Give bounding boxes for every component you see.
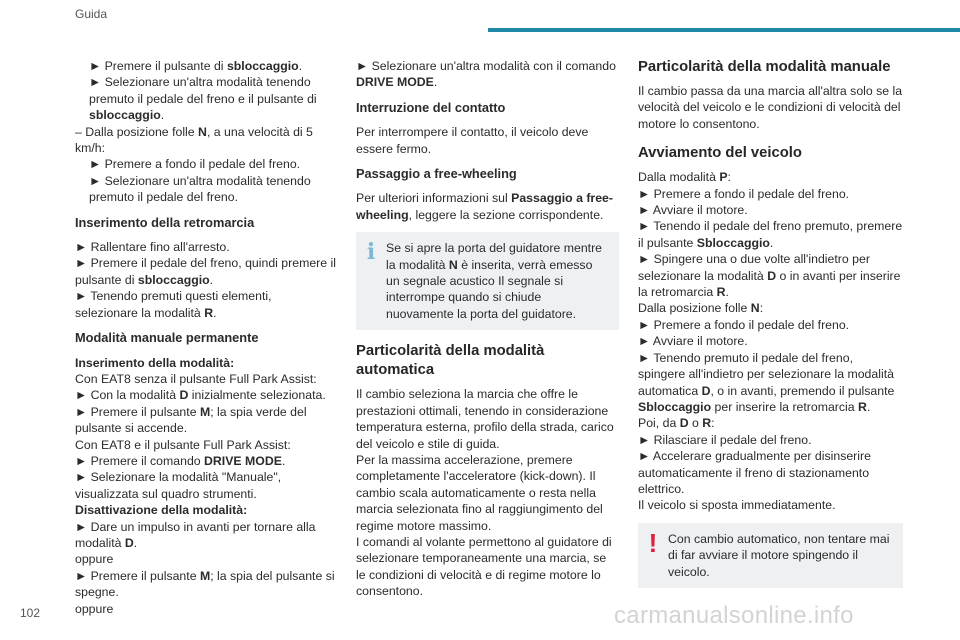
step-select-brake: ► Selezionare un'altra modalità tenendo premuto il pedale del freno. xyxy=(89,173,311,205)
running-header: Guida xyxy=(75,7,108,21)
manual-line-4: Con EAT8 e il pulsante Full Park Assist: xyxy=(75,437,291,452)
free-wheeling-text: Per ulteriori informazioni sul Passaggio a free-wheeling, leggere la sezione corrispondente. xyxy=(356,191,613,222)
heading-manual-mode: Modalità manuale permanente xyxy=(75,330,259,346)
watermark: carmanualsonline.info xyxy=(614,602,854,629)
start-line-11: ► Rilasciare il pedale del freno. xyxy=(638,432,812,447)
manual-line-7: ► Dare un impulso in avanti per tornare alla modalità D. xyxy=(75,519,316,550)
info-note-text: Se si apre la porta del guidatore mentre la modalità N è inserita, verrà emesso un segnale acustico Il segnale si interrompe quando si chiude nuovamente la porta del guidatore. xyxy=(386,241,603,321)
subheading-disable: Disattivazione della modalità: xyxy=(75,503,248,518)
manual-line-8: oppure xyxy=(75,552,114,567)
start-line-10: Poi, da D o R: xyxy=(638,416,715,431)
auto-text-2: Per la massima accelerazione, premere completamente l'acceleratore (kick-down). Il cambio scala automaticamente o resta nella marcia selezionata fino al raggiungimento del regime motore massimo. xyxy=(356,452,603,533)
warning-icon: ! xyxy=(648,527,658,558)
column-1 xyxy=(75,58,337,617)
start-line-3: ► Avviare il motore. xyxy=(638,203,748,218)
heading-free-wheeling: Passaggio a free-wheeling xyxy=(356,166,517,182)
auto-text-1: Il cambio seleziona la marcia che offre le prestazioni ottimali, tenendo in considerazione temperatura esterna, profilo della strada, carico del veicolo e stile di guida. xyxy=(356,387,614,451)
heading-ignition-off: Interruzione del contatto xyxy=(356,99,506,115)
reverse-step-1: ► Rallentare fino all'arresto. xyxy=(75,240,230,255)
manual-line-1: Con EAT8 senza il pulsante Full Park Assist: xyxy=(75,371,317,386)
manual-line-2: ► Con la modalità D inizialmente selezionata. xyxy=(75,388,326,403)
reverse-step-3: ► Tenendo premuti questi elementi, selezionare la modalità R. xyxy=(75,289,272,320)
start-line-2: ► Premere a fondo il pedale del freno. xyxy=(638,186,850,201)
drive-mode-step: ► Selezionare un'altra modalità con il comando DRIVE MODE. xyxy=(356,59,616,90)
heading-reverse: Inserimento della retromarcia xyxy=(75,214,255,230)
column-3 xyxy=(638,58,903,594)
column-2 xyxy=(356,58,619,600)
manual-line-5: ► Premere il comando DRIVE MODE. xyxy=(75,453,286,468)
manual-line-3: ► Premere il pulsante M; la spia verde del pulsante si accende. xyxy=(75,404,307,436)
heading-vehicle-start: Avviamento del veicolo xyxy=(638,145,802,162)
start-line-1: Dalla modalità P: xyxy=(638,170,731,185)
start-line-13: Il veicolo si sposta immediatamente. xyxy=(638,498,836,513)
step-select-other: ► Selezionare un'altra modalità tenendo premuto il pedale del freno e il pulsante di sbloccaggio. xyxy=(89,75,317,123)
step-unlock: ► Premere il pulsante di sbloccaggio. xyxy=(89,59,303,73)
heading-manual-particularities: Particolarità della modalità manuale xyxy=(638,59,891,75)
manual-line-10: oppure xyxy=(75,601,114,616)
page-number: 102 xyxy=(20,606,41,620)
reverse-step-2: ► Premere il pedale del freno, quindi premere il pulsante di sbloccaggio. xyxy=(75,256,336,287)
header-accent-bar xyxy=(488,28,960,32)
start-line-8: ► Avviare il motore. xyxy=(638,334,748,349)
info-icon: i xyxy=(366,239,376,266)
start-line-7: ► Premere a fondo il pedale del freno. xyxy=(638,317,850,332)
start-line-9: ► Tenendo premuto il pedale del freno, spingere all'indietro per selezionare la modalità automatica D, o in avanti, premendo il pulsante Sbloccaggio per inserire la retromarcia R. xyxy=(638,350,895,414)
warning-note-text: Con cambio automatico, non tentare mai di far avviare il motore spingendo il veicolo. xyxy=(668,531,890,579)
step-neutral: – Dalla posizione folle N, a una velocità di 5 km/h: xyxy=(75,124,313,156)
start-line-4: ► Tenendo il pedale del freno premuto, premere il pulsante Sbloccaggio. xyxy=(638,219,903,250)
start-line-6: Dalla posizione folle N: xyxy=(638,301,764,316)
heading-auto-mode: Particolarità della modalità automatica xyxy=(356,343,545,379)
step-brake: ► Premere a fondo il pedale del freno. xyxy=(89,157,301,172)
info-note xyxy=(356,232,619,330)
manual-particularities-text: Il cambio passa da una marcia all'altra solo se la velocità del veicolo e le condizioni di velocità del motore lo consentono. xyxy=(638,84,903,131)
start-line-12: ► Accelerare gradualmente per disinserire automaticamente il freno di stazionamento elettrico. xyxy=(638,449,871,496)
manual-line-6: ► Selezionare la modalità "Manuale", visualizzata sul quadro strumenti. xyxy=(75,470,282,501)
subheading-enable: Inserimento della modalità: xyxy=(75,355,235,370)
start-line-5: ► Spingere una o due volte all'indietro per selezionare la modalità D o in avanti per inserire la retromarcia R. xyxy=(638,252,901,300)
manual-line-9: ► Premere il pulsante M; la spia del pulsante si spegne. xyxy=(75,568,335,600)
warning-note xyxy=(638,523,903,588)
ignition-off-text: Per interrompere il contatto, il veicolo deve essere fermo. xyxy=(356,125,589,156)
auto-text-3: I comandi al volante permettono al guidatore di selezionare temporaneamente una marcia, se le condizioni di velocità e di regime motore lo consentono. xyxy=(356,534,612,599)
